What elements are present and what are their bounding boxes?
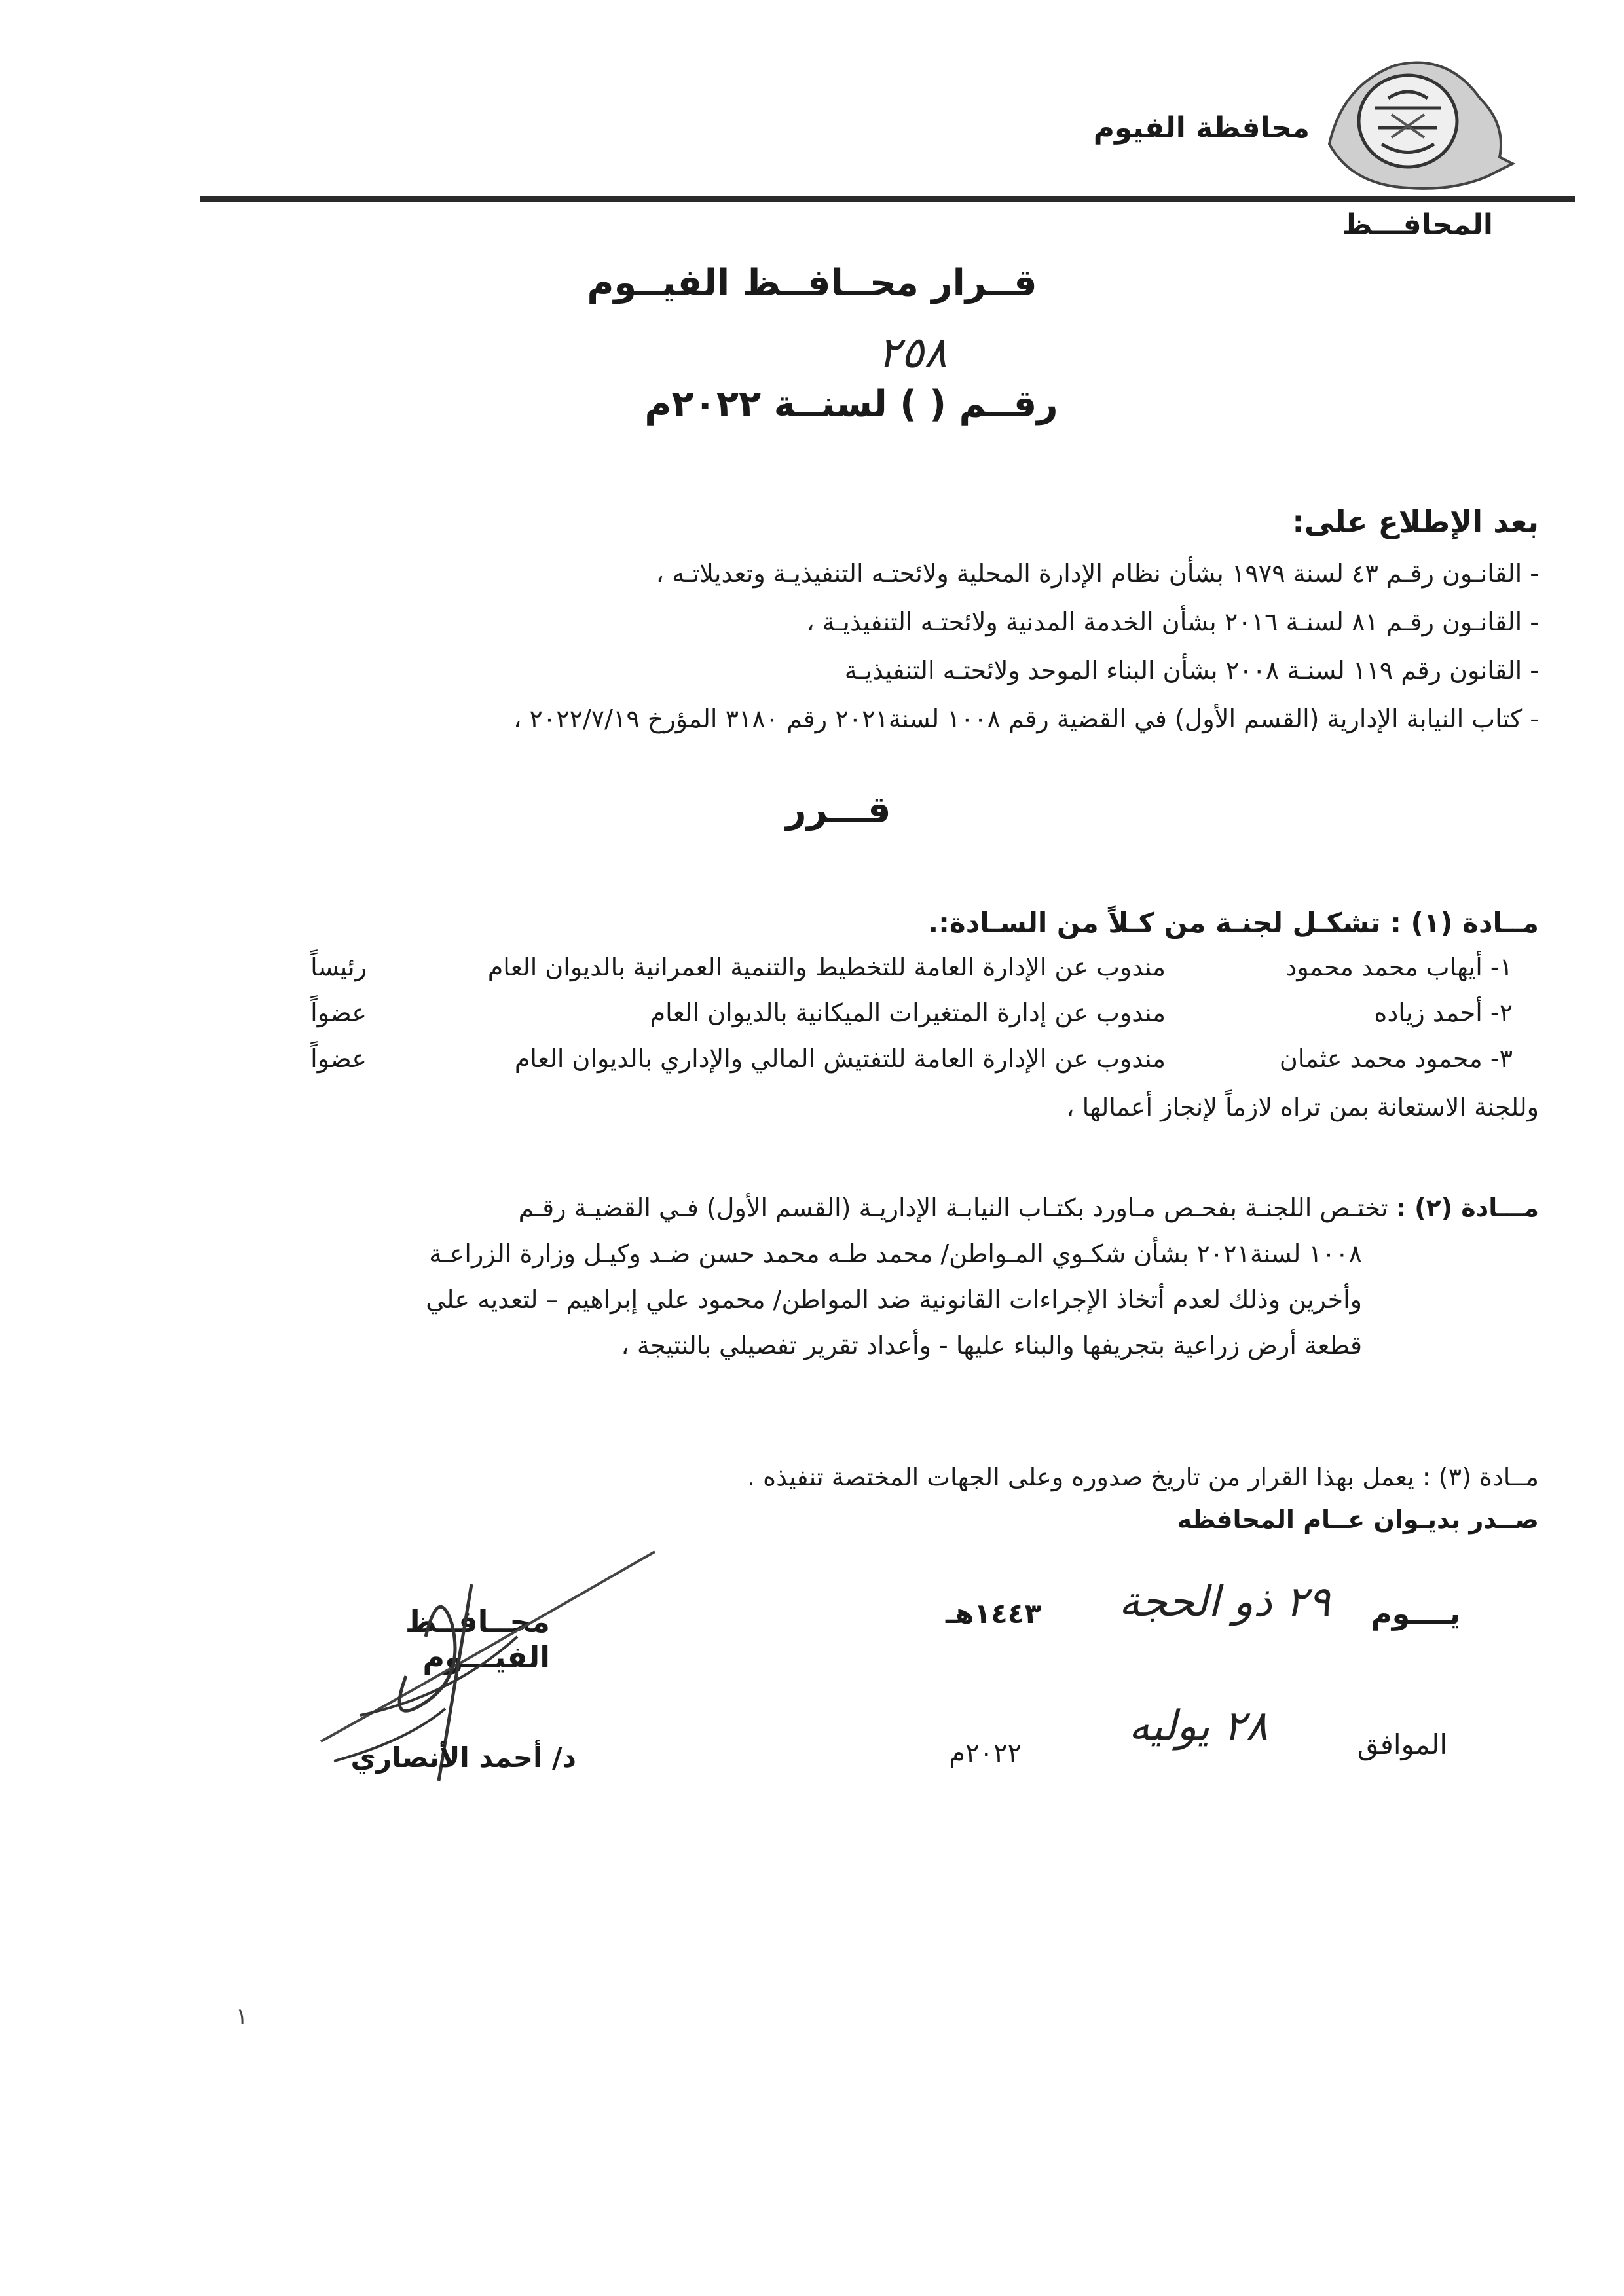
decision-title: قــرار محــافــظ الفيــوم — [587, 262, 1037, 304]
signatory-name: د/ أحمد الأنصاري — [350, 1741, 576, 1774]
member-1-position: رئيساً — [310, 953, 367, 981]
member-1-name: ١- أيهاب محمد محمود — [1285, 953, 1513, 981]
article1-heading: مــادة (١) : تشكـل لجنـة من كـلاً من السـادة:. — [928, 907, 1539, 939]
governorate-logo — [1316, 46, 1513, 196]
preamble-list — [131, 553, 1539, 739]
article2-line: تختـص اللجنـة بفحـص مـاورد بكتـاب النيابـة الإداريـة (القسم الأول) فـي القضيـة رقـم — [518, 1194, 1388, 1222]
article1-note: وللجنة الاستعانة بمن تراه لازماً لإنجاز أعمالها ، — [1066, 1093, 1539, 1121]
member-3-name: ٣- محمود محمد عثمان — [1279, 1044, 1513, 1073]
header-rule — [200, 196, 1575, 202]
article2-line: ١٠٠٨ لسنة٢٠٢١ بشأن شكـوي المـواطن/ محمد طـه محمد حسن ضـد وكيـل وزارة الزراعـة — [429, 1239, 1362, 1268]
signature-mark — [308, 1545, 674, 1820]
preamble-item: - القانـون رقـم ٤٣ لسنة ١٩٧٩ بشأن نظام الإدارة المحلية ولائحتـه التنفيذيـة وتعديلاتـه ، — [655, 559, 1539, 588]
member-2-position: عضواً — [310, 998, 367, 1027]
hijri-label: يــــوم — [1371, 1597, 1460, 1631]
member-1-role: مندوب عن الإدارة العامة للتخطيط والتنمية العمرانية بالديوان العام — [487, 953, 1166, 981]
member-2-role: مندوب عن إدارة المتغيرات الميكانية بالديوان العام — [650, 998, 1166, 1027]
gregorian-date-handwritten: ٢٨ يوليه — [1128, 1702, 1268, 1751]
preamble-heading: بعد الإطلاع على: — [1292, 504, 1539, 539]
signature-title: محــافــظ الفيـــوم — [405, 1604, 550, 1675]
decision-number-line: رقــم ( ) لسنــة ٢٠٢٢م — [644, 383, 1058, 426]
member-2-name: ٢- أحمد زياده — [1374, 998, 1513, 1027]
article2-label: مـــادة (٢) : — [1395, 1194, 1539, 1222]
article3: مــادة (٣) : يعمل بهذا القرار من تاريخ صدوره وعلى الجهات المختصة تنفيذه . — [747, 1463, 1539, 1491]
preamble-item: - القانـون رقـم ٨١ لسنـة ٢٠١٦ بشأن الخدمة المدنية ولائحتـه التنفيذيـة ، — [806, 608, 1539, 636]
decision-number-handwritten: ٢٥٨ — [877, 327, 948, 378]
hijri-date-handwritten: ٢٩ ذو الحجة — [1118, 1578, 1331, 1626]
gregorian-year: ٢٠٢٢م — [949, 1738, 1022, 1768]
article2-line: وأخرين وذلك لعدم أتخاذ الإجراءات القانونية ضد المواطن/ محمود علي إبراهيم – لتعديه علي — [426, 1285, 1362, 1314]
member-3-role: مندوب عن الإدارة العامة للتفتيش المالي والإداري بالديوان العام — [514, 1044, 1166, 1073]
footer-mark: ١ — [236, 2003, 248, 2030]
office-label: المحافـــظ — [1342, 208, 1493, 242]
article2-line: قطعة أرض زراعية بتجريفها والبناء عليها - وأعداد تقرير تفصيلي بالنتيجة ، — [621, 1331, 1362, 1360]
authority-name: محافظة الفيوم — [1093, 111, 1310, 145]
preamble-item: - القانون رقم ١١٩ لسنـة ٢٠٠٨ بشأن البناء الموحد ولائحتـه التنفيذيـة — [844, 656, 1539, 685]
member-3-position: عضواً — [310, 1044, 367, 1073]
hijri-year: ١٤٤٣هـ — [945, 1597, 1041, 1630]
preamble-item: - كتاب النيابة الإدارية (القسم الأول) في القضية رقم ١٠٠٨ لسنة٢٠٢١ رقم ٣١٨٠ المؤرخ ٢٠٢٢/٧/١٩ ، — [513, 704, 1539, 733]
issued-text: صــدر بديـوان عــام المحافظه — [1177, 1505, 1539, 1534]
article2 — [124, 1185, 1539, 1368]
decides-heading: قـــرر — [785, 789, 891, 831]
gregorian-label: الموافق — [1357, 1728, 1447, 1760]
